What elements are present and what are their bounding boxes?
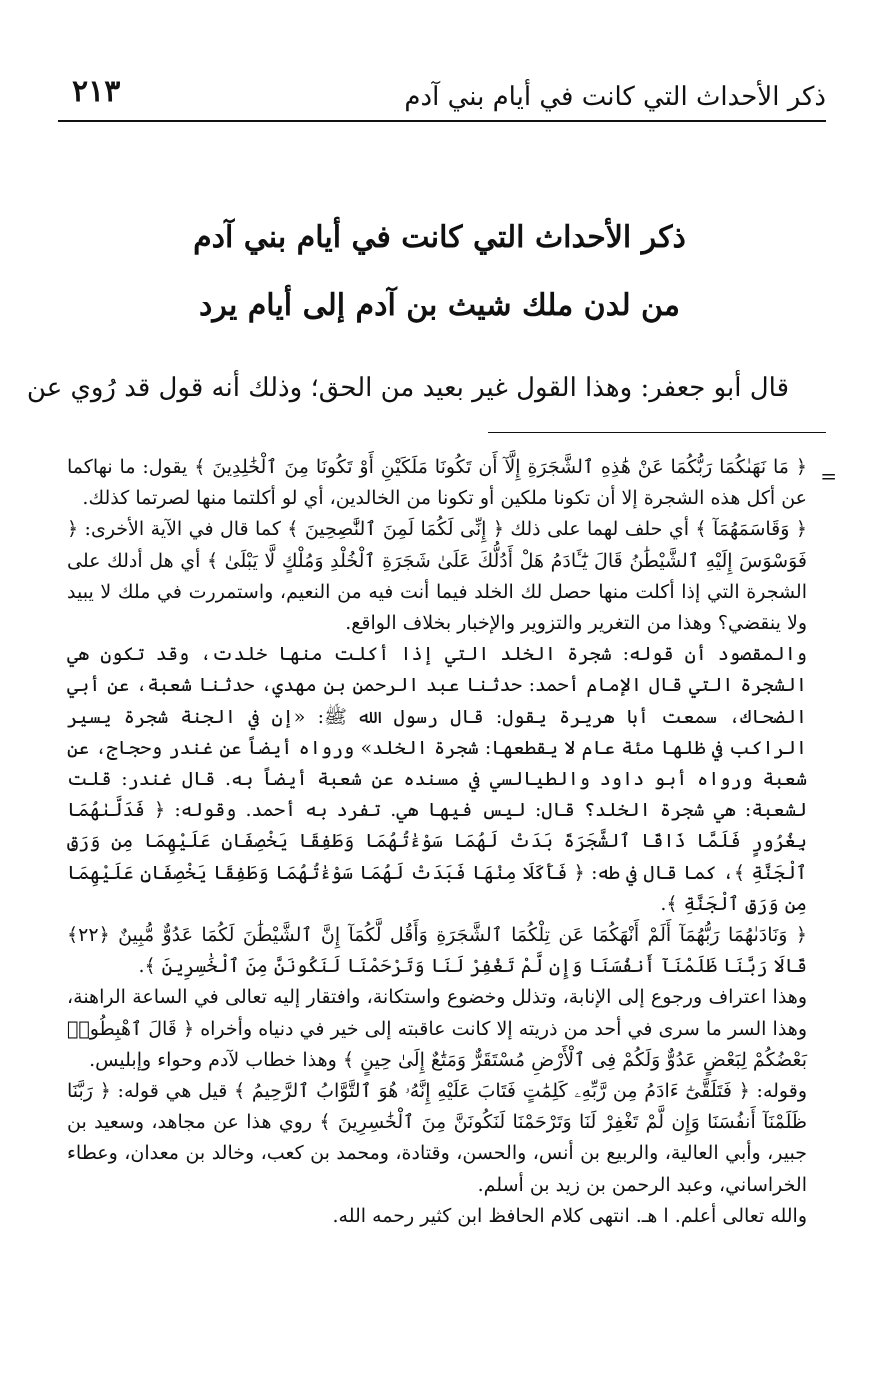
chapter-title: ذكر الأحداث التي كانت في أيام بني آدم bbox=[193, 220, 686, 255]
footnote-paragraph: ﴿ وَقَاسَمَهُمَآ ﴾ أي حلف لهما على ذلك ﴿ إِنِّى لَكُمَا لَمِنَ ٱلنَّٰصِحِينَ ﴾ كما قال في الآية الأخرى: ﴿ فَوَسْوَسَ إِلَيْهِ ٱلشَّيْطَٰنُ قَالَ يَٰٓـَٔادَمُ هَلْ أَدُلُّكَ عَلَىٰ شَجَرَةِ ٱلْخُلْدِ وَمُلْكٍ لَّا يَبْلَىٰ ﴾ أي هل أدلك على الشجرة التي إذا أكلت منها حصل لك الخلد فيما أنت فيه من النعيم، واستمررت في ملك لا يبيد ولا ينقضي؟ وهذا من التغرير والتزوير والإخبار بخلاف الواقع. bbox=[67, 518, 807, 635]
footnote-paragraph: وقوله: ﴿ فَتَلَقَّىٰٓ ءَادَمُ مِن رَّبِّهِۦ كَلِمَٰتٍ فَتَابَ عَلَيْهِ إِنَّهُۥ هُوَ ٱلتَّوَّابُ ٱلرَّحِيمُ ﴾ قيل هي قوله: ﴿ رَبَّنَا ظَلَمْنَآ أَنفُسَنَا وَإِن لَّمْ تَغْفِرْ لَنَا وَتَرْحَمْنَا لَنَكُونَنَّ مِنَ ٱلْخَٰسِرِينَ ﴾ روي هذا عن مجاهد، وسعيد بن جبير، وأبي العالية، والربيع بن أنس، والحسن، وقتادة، ومحمد بن كعب، وخالد بن معدان، وعطاء الخراساني، وعبد الرحمن بن زيد بن أسلم. bbox=[67, 1080, 807, 1196]
running-title: ذكر الأحداث التي كانت في أيام بني آدم bbox=[404, 82, 826, 112]
footnote-paragraph: ﴿ مَا نَهَىٰكُمَا رَبُّكُمَا عَنْ هَٰذِهِ ٱلشَّجَرَةِ إِلَّآ أَن تَكُونَا مَلَكَيْنِ أَوْ تَكُونَا مِنَ ٱلْخَٰلِدِينَ ﴾ يقول: ما نهاكما عن أكل هذه الشجرة إلا أن تكونا ملكين أو تكونا من الخالدين، أي لو أكلتما منها لصرتما كذلك. bbox=[67, 456, 807, 510]
footnote-separator bbox=[488, 432, 826, 433]
header-rule bbox=[58, 120, 826, 122]
footnote-paragraph: وهذا اعتراف ورجوع إلى الإنابة، وتذلل وخضوع واستكانة، وافتقار إليه تعالى في الساعة الراهنة، وهذا السر ما سرى في أحد من ذريته إلا كانت عاقبته إلى خير في دنياه وأخراه ﴿ قَالَ ٱهْبِطُوا۟ بَعْضُكُمْ لِبَعْضٍ عَدُوٌّ وَلَكُمْ فِى ٱلْأَرْضِ مُسْتَقَرٌّ وَمَتَٰعٌ إِلَىٰ حِينٍ ﴾ وهذا خطاب لآدم وحواء وإبليس. bbox=[67, 986, 807, 1071]
running-header bbox=[58, 70, 826, 122]
footnote-paragraph: ﴿ وَنَادَىٰهُمَا رَبُّهُمَآ أَلَمْ أَنْهَكُمَا عَن تِلْكُمَا ٱلشَّجَرَةِ وَأَقُل لَّكُمَآ إِنَّ ٱلشَّيْطَٰنَ لَكُمَا عَدُوٌّ مُّبِينٌ ﴿٢٢﴾ قَالَا رَبَّنَا ظَلَمْنَآ أَنفُسَنَا وَإِن لَّمْ تَغْفِرْ لَنَا وَتَرْحَمْنَا لَنَكُونَنَّ مِنَ ٱلْخَٰسِرِينَ ﴾. bbox=[67, 924, 807, 978]
footnote-paragraph: والله تعالى أعلم. ا هـ. انتهى كلام الحافظ ابن كثير رحمه الله. bbox=[332, 1204, 807, 1227]
footnote-block bbox=[67, 452, 807, 1232]
footnote-paragraph: والمقصود أن قوله: شجرة الخلد التي إذا أكلت منها خلدت، وقد تكون هي الشجرة التي قال الإمام أحمد: حدثنا عبد الرحمن بن مهدي، حدثنا شعبة، عن أبي الضحاك، سمعت أبا هريرة يقول: قال رسول الله ﷺ: «إن في الجنة شجرة يسير الراكب في ظلها مئة عام لا يقطعها: شجرة الخلد» ورواه أيضاً عن غندر وحجاج، عن شعبة ورواه أبو داود والطيالسي في مسنده عن شعبة أيضاً به. قال غندر: قلت لشعبة: هي شجرة الخلد؟ قال: ليس فيها هي. تفرد به أحمد. وقوله: ﴿ فَدَلَّىٰهُمَا بِغُرُورٍ فَلَمَّا ذَاقَا ٱلشَّجَرَةَ بَدَتْ لَهُمَا سَوْءَٰتُهُمَا وَطَفِقَا يَخْصِفَانِ عَلَيْهِمَا مِن وَرَقِ ٱلْجَنَّةِ ﴾، كما قال في طه: ﴿ فَأَكَلَا مِنْهَا فَبَدَتْ لَهُمَا سَوْءَٰتُهُمَا وَطَفِقَا يَخْصِفَانِ عَلَيْهِمَا مِن وَرَقِ ٱلْجَنَّةِ ﴾. bbox=[67, 643, 807, 915]
main-text-line: قال أبو جعفر: وهذا القول غير بعيد من الحق؛ وذلك أنه قول قد رُوي عن bbox=[26, 373, 789, 403]
footnote-continuation-mark: = bbox=[820, 464, 837, 488]
page-number: ٢١٣ bbox=[72, 74, 121, 109]
chapter-subtitle: من لدن ملك شيث بن آدم إلى أيام يرد bbox=[199, 288, 680, 323]
